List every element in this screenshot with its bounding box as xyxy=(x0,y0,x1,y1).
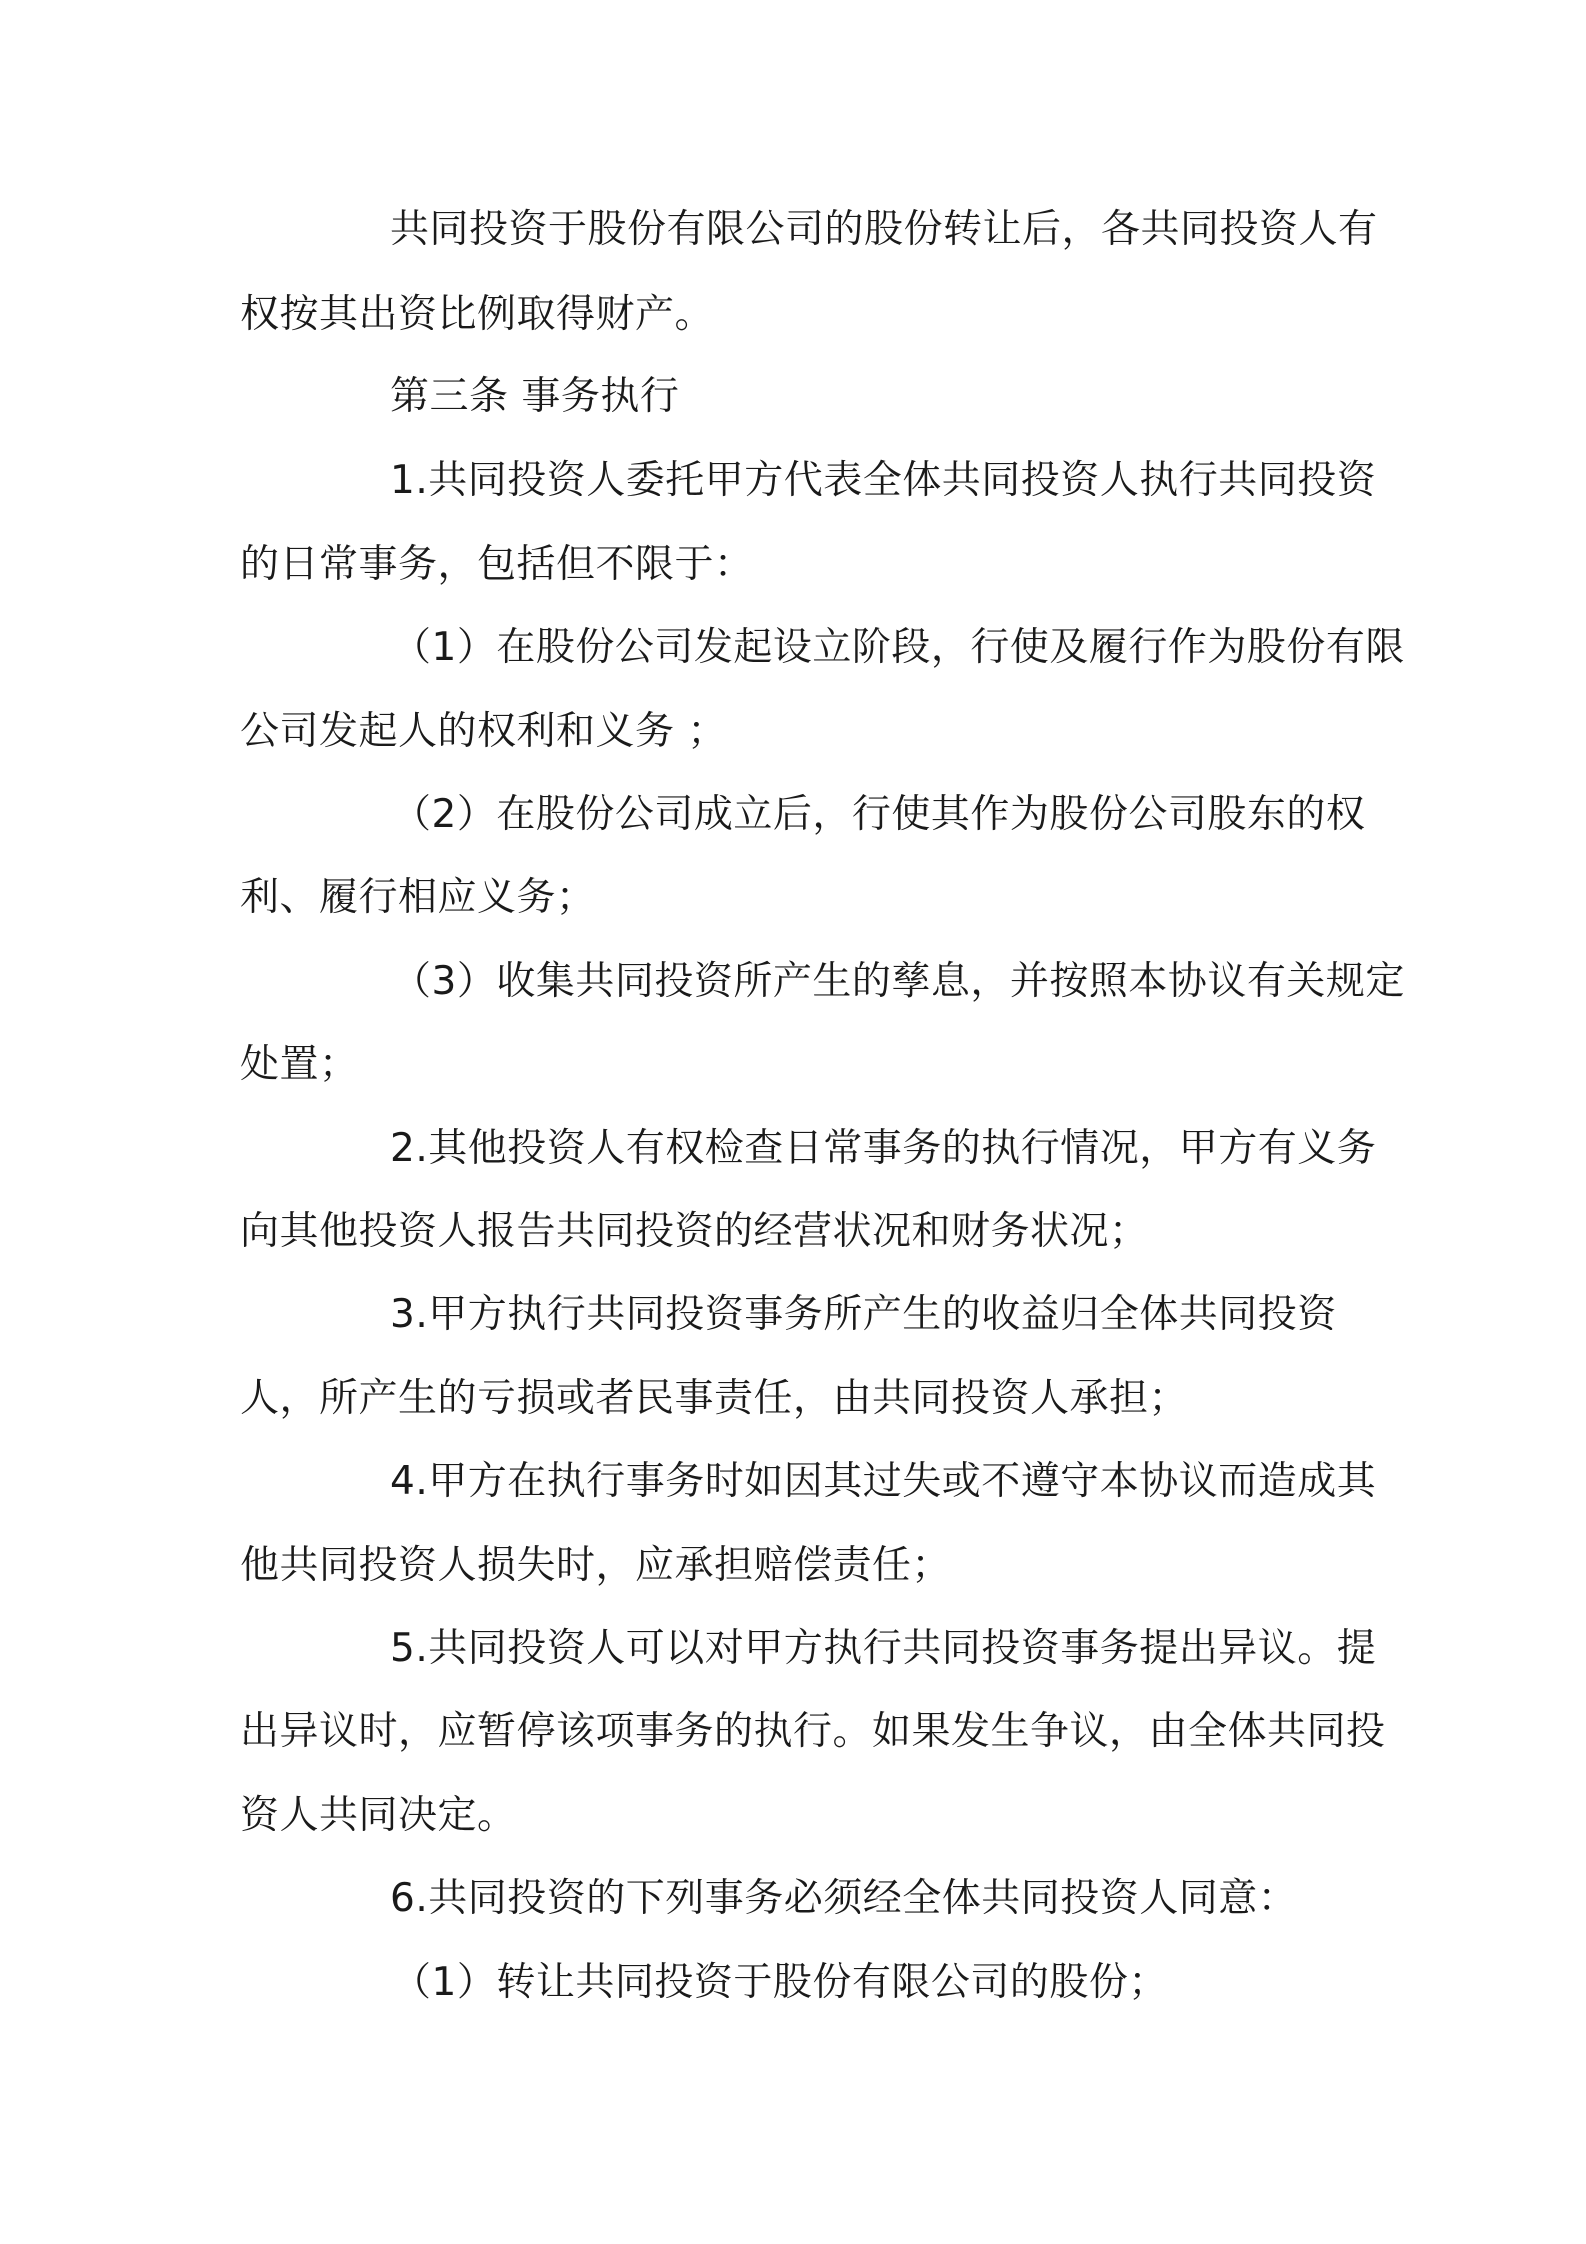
paragraph-line: 5.共同投资人可以对甲方执行共同投资事务提出异议。提 xyxy=(390,1626,1377,1671)
paragraph-line: 他共同投资人损失时，应承担赔偿责任； xyxy=(240,1543,952,1588)
paragraph-line: 人，所产生的亏损或者民事责任，由共同投资人承担； xyxy=(240,1376,1189,1421)
paragraph-line: （2）在股份公司成立后，行使其作为股份公司股东的权 xyxy=(392,792,1366,837)
paragraph-line: （1）转让共同投资于股份有限公司的股份； xyxy=(392,1960,1168,2005)
paragraph-line: 的日常事务，包括但不限于： xyxy=(240,542,754,587)
paragraph-line: 3.甲方执行共同投资事务所产生的收益归全体共同投资 xyxy=(390,1292,1337,1337)
paragraph-line: 1.共同投资人委托甲方代表全体共同投资人执行共同投资 xyxy=(390,458,1377,503)
section-heading: 第三条 事务执行 xyxy=(390,374,680,419)
paragraph-line: 2.其他投资人有权检查日常事务的执行情况，甲方有义务 xyxy=(390,1126,1377,1171)
paragraph-line: 公司发起人的权利和义务 ； xyxy=(240,709,727,754)
paragraph-line: （3）收集共同投资所产生的孳息，并按照本协议有关规定 xyxy=(392,959,1405,1004)
paragraph-line: 出异议时，应暂停该项事务的执行。如果发生争议，由全体共同投 xyxy=(240,1709,1386,1754)
paragraph-line: 资人共同决定。 xyxy=(240,1793,517,1838)
paragraph-line: 4.甲方在执行事务时如因其过失或不遵守本协议而造成其 xyxy=(390,1459,1377,1504)
paragraph-line: 共同投资于股份有限公司的股份转让后，各共同投资人有 xyxy=(390,207,1378,252)
paragraph-line: （1）在股份公司发起设立阶段，行使及履行作为股份有限 xyxy=(392,625,1405,670)
paragraph-line: 利、履行相应义务； xyxy=(240,875,596,920)
paragraph-line: 向其他投资人报告共同投资的经营状况和财务状况； xyxy=(240,1209,1149,1254)
paragraph-line: 处置； xyxy=(240,1042,359,1087)
paragraph-line: 6.共同投资的下列事务必须经全体共同投资人同意： xyxy=(390,1876,1298,1921)
paragraph-line: 权按其出资比例取得财产。 xyxy=(240,292,715,337)
